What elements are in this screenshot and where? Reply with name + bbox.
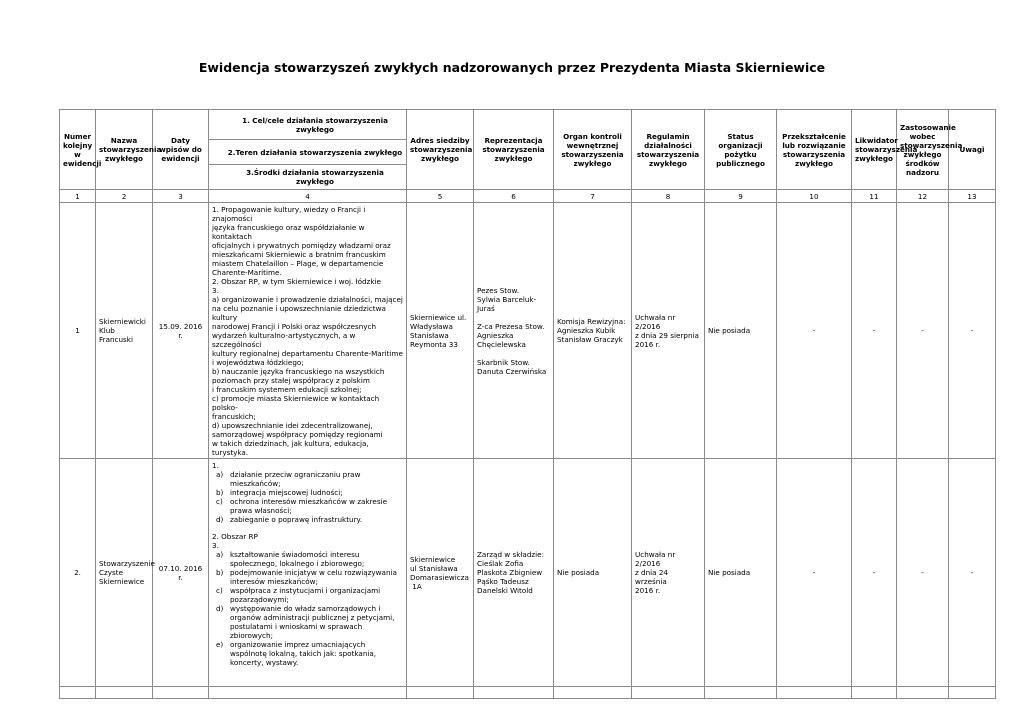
column-number: 1 xyxy=(60,190,96,203)
empty-row xyxy=(60,687,996,699)
address-cell xyxy=(407,203,474,459)
header-cel: 1. Cel/cele działania stowarzyszenia zwykłego xyxy=(209,110,407,140)
representation-line: Sylwia Barceluk-Juraś xyxy=(477,294,537,313)
address-line: Władysława xyxy=(410,321,453,331)
liquidator-cell: - xyxy=(852,459,897,687)
address-line: 1A xyxy=(410,581,422,591)
address-line: Skierniewice ul. xyxy=(410,312,467,322)
control-body-line: Stanisław Graczyk xyxy=(557,335,623,344)
header-status: Status organizacji pożytku publicznego xyxy=(705,110,777,190)
means-list xyxy=(212,550,403,667)
association-name: Stowarzyszenie Czyste Skierniewice xyxy=(96,459,153,687)
control-body-line: Agnieszka Kubik xyxy=(557,326,616,335)
header-srodki: 3.Środki działania stowarzyszenia zwykłego xyxy=(209,165,407,190)
column-number: 7 xyxy=(554,190,632,203)
header-przeksztalcenie: Przekształcenie lub rozwiązanie stowarzyszenia zwykłego xyxy=(777,110,852,190)
goals-line: 3. xyxy=(212,286,219,295)
transformation-cell: - xyxy=(777,459,852,687)
list-item: c) współpraca z instytucjami i organizacjami pozarządowymi; xyxy=(216,586,381,604)
column-number: 5 xyxy=(407,190,474,203)
column-number: 6 xyxy=(474,190,554,203)
register-table xyxy=(59,109,996,699)
representation-line: Plaskota Zbigniew xyxy=(477,568,543,577)
column-number: 9 xyxy=(705,190,777,203)
goals-line: 2. Obszar RP, w tym Skierniewice i woj. łódzkie xyxy=(212,277,381,286)
column-number: 11 xyxy=(852,190,897,203)
goals-line: narodowej Francji i Polski oraz współczesnych xyxy=(212,322,377,331)
row-number: 1 xyxy=(60,203,96,459)
header-organ: Organ kontroli wewnętrznej stowarzyszenia zwykłego xyxy=(554,110,632,190)
list-item: e) organizowanie imprez umacniających wspólnotę lokalną, takich jak: spotkania, koncerty, wystawy. xyxy=(216,640,377,667)
goals-line: na celu poznanie i upowszechnianie dziedzictwa kultury xyxy=(212,304,386,322)
registration-date: 15.09. 2016 r. xyxy=(153,203,209,459)
representation-line: Skarbnik Stow. xyxy=(477,357,530,367)
list-item: b) podejmowanie inicjatyw w celu rozwiązywania interesów mieszkańców; xyxy=(216,568,397,586)
column-number: 8 xyxy=(632,190,705,203)
liquidator-cell: - xyxy=(852,203,897,459)
goals-line: samorządowej współpracy pomiędzy regionami xyxy=(212,430,383,439)
list-item: c) ochrona interesów mieszkańców w zakresie prawa własności; xyxy=(216,497,387,515)
list-item: d) zabieganie o poprawę infrastruktury. xyxy=(216,515,363,524)
remarks-cell: - xyxy=(949,459,996,687)
representation-cell xyxy=(474,459,554,687)
remarks-cell: - xyxy=(949,203,996,459)
representation-spacer xyxy=(477,349,550,358)
header-teren: 2.Teren działania stowarzyszenia zwykłego xyxy=(209,140,407,165)
address-line: ul Stanisława xyxy=(410,563,458,573)
goals-line: miastem Chatelaillon – Plage, w departamencie xyxy=(212,259,384,268)
list-item: b) integracja miejscowej ludności; xyxy=(216,488,343,497)
supervision-cell: - xyxy=(897,459,949,687)
goals-line: mieszkańcami Skierniewic a bratnim francuskim xyxy=(212,250,386,259)
representation-line: Agnieszka xyxy=(477,330,514,340)
representation-line: Pąśko Tadeusz xyxy=(477,577,529,586)
representation-line: Z-ca Prezesa Stow. xyxy=(477,321,545,331)
status-cell: Nie posiada xyxy=(705,203,777,459)
goals-line: i województwa łódzkiego; xyxy=(212,358,304,367)
goals-line: oficjalnych i prywatnych pomiędzy władzami oraz xyxy=(212,241,391,250)
regulations-line: z dnia 29 sierpnia xyxy=(635,330,699,340)
goals-cell xyxy=(209,459,407,687)
column-number-row xyxy=(60,190,996,203)
table-row xyxy=(60,203,996,459)
column-number: 3 xyxy=(153,190,209,203)
list-item: d) występowanie do władz samorządowych i organów administracji publicznej z petycjami, postulatami i wnioskami w sprawach zbiorowych; xyxy=(216,604,395,640)
representation-line: Danuta Czerwińska xyxy=(477,366,547,376)
goals-line: a) organizowanie i prowadzenie działalności, mającej xyxy=(212,295,403,304)
goals-intro: 1. xyxy=(212,461,219,470)
header-daty: Daty wpisów do ewidencji xyxy=(153,110,209,190)
goals-line: 1. Propagowanie kultury, wiedzy o Francji i znajomości xyxy=(212,205,366,223)
address-line: Reymonta 33 xyxy=(410,339,458,349)
regulations-cell xyxy=(632,203,705,459)
regulations-cell xyxy=(632,459,705,687)
header-zastosowanie: Zastosowanie wobec stowarzyszenia zwykłego środków nadzoru xyxy=(897,110,949,190)
header-regulamin: Regulamin działalności stowarzyszenia zwykłego xyxy=(632,110,705,190)
goals-cell xyxy=(209,203,407,459)
goals-list xyxy=(212,470,403,524)
list-item: a) kształtowanie świadomości interesu społecznego, lokalnego i zbiorowego; xyxy=(216,550,365,568)
header-adres: Adres siedziby stowarzyszenia zwykłego xyxy=(407,110,474,190)
goals-line: języka francuskiego oraz współdziałanie w kontaktach xyxy=(212,223,365,241)
address-line: Skierniewice xyxy=(410,554,456,564)
control-body-cell: Nie posiada xyxy=(554,459,632,687)
goals-line: b) nauczanie języka francuskiego na wszystkich xyxy=(212,367,385,376)
supervision-cell: - xyxy=(897,203,949,459)
representation-cell xyxy=(474,203,554,459)
column-number: 13 xyxy=(949,190,996,203)
association-name: Skierniewicki Klub Francuski xyxy=(96,203,153,459)
column-number: 2 xyxy=(96,190,153,203)
status-cell: Nie posiada xyxy=(705,459,777,687)
representation-line: Pezes Stow. xyxy=(477,285,520,295)
regulations-line: 2016 r. xyxy=(635,339,661,349)
address-line: Stanisława xyxy=(410,330,449,340)
header-numer: Numer kolejny w ewidencji xyxy=(60,110,96,190)
header-uwagi: Uwagi xyxy=(949,110,996,190)
goals-line: i francuskim systemem edukacji szkolnej; xyxy=(212,385,362,394)
representation-line: Cieślak Zofia xyxy=(477,559,524,568)
regulations-line: 2016 r. xyxy=(635,586,661,595)
goals-line: Charente-Maritime. xyxy=(212,268,282,277)
row-number: 2. xyxy=(60,459,96,687)
representation-line: Danelski Witold xyxy=(477,586,533,595)
goals-line: kultury regionalnej departamentu Charente-Maritime xyxy=(212,349,403,358)
header-likwidator: Likwidator stowarzyszenia zwykłego xyxy=(852,110,897,190)
control-body-line: Komisja Rewizyjna: xyxy=(557,317,626,326)
area-text: 2. Obszar RP xyxy=(212,532,258,541)
goals-line: w takich dziedzinach, jak kultura, edukacja, turystyka. xyxy=(212,439,369,457)
goals-line: francuskich; xyxy=(212,412,256,421)
regulations-line: z dnia 24 września xyxy=(635,568,669,586)
column-number: 12 xyxy=(897,190,949,203)
table-row xyxy=(60,459,996,687)
goals-line: d) upowszechnianie idei zdecentralizowanej, xyxy=(212,421,373,430)
list-item: a) działanie przeciw ograniczaniu praw mieszkańców; xyxy=(216,470,361,488)
transformation-cell: - xyxy=(777,203,852,459)
representation-line: Zarząd w składzie: xyxy=(477,550,545,559)
header-nazwa: Nazwa stowarzyszenia zwykłego xyxy=(96,110,153,190)
goals-line: c) promocje miasta Skierniewice w kontaktach polsko- xyxy=(212,394,380,412)
address-cell xyxy=(407,459,474,687)
address-line: Domarasiewicza xyxy=(410,572,469,582)
header-reprezentacja: Reprezentacja stowarzyszenia zwykłego xyxy=(474,110,554,190)
control-body-cell xyxy=(554,203,632,459)
representation-line: Chęcielewska xyxy=(477,339,526,349)
regulations-line: Uchwała nr 2/2016 xyxy=(635,550,676,568)
column-number: 4 xyxy=(209,190,407,203)
registration-date: 07.10. 2016 r. xyxy=(153,459,209,687)
means-intro: 3. xyxy=(212,541,219,550)
representation-spacer xyxy=(477,313,550,322)
goals-line: poziomach przy stałej współpracy z polskim xyxy=(212,376,370,385)
column-number: 10 xyxy=(777,190,852,203)
page-title: Ewidencja stowarzyszeń zwykłych nadzorowanych przez Prezydenta Miasta Skierniewice xyxy=(198,60,826,75)
regulations-line: Uchwała nr 2/2016 xyxy=(635,312,676,331)
goals-line: wydarzeń kulturalno-artystycznych, a w szczególności xyxy=(212,331,356,349)
